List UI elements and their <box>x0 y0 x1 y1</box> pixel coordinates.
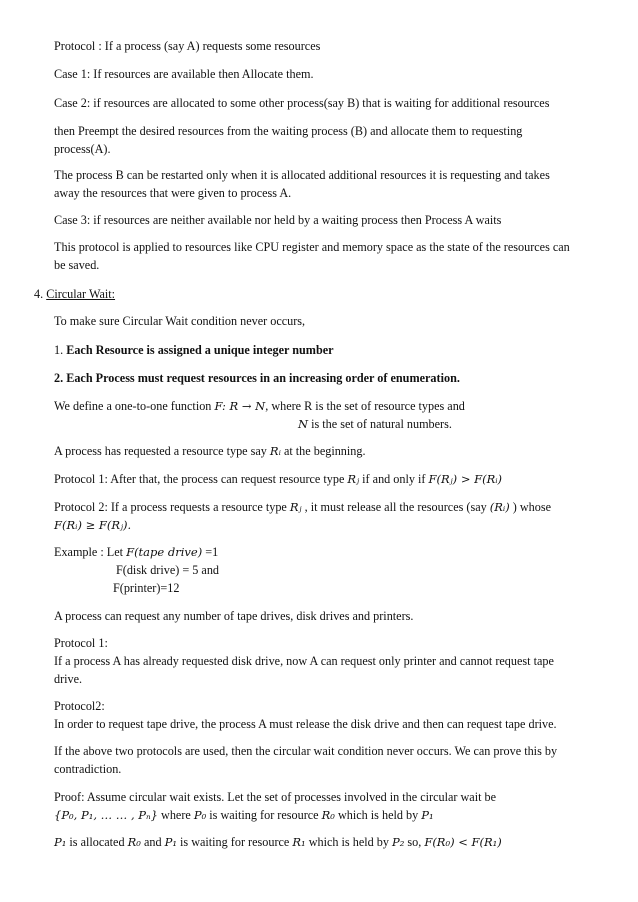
proof-math-p1: P₁ <box>421 808 434 822</box>
example-disk: F(disk drive) = 5 and <box>116 563 220 577</box>
define-math-f: F: R → N <box>214 399 266 413</box>
protocol-1-text-b: if and only if <box>362 472 426 486</box>
last-math-p2: P₂ <box>392 835 405 849</box>
protocol-2-math-ri: (Rᵢ) <box>489 500 510 514</box>
example-label: Example : Let <box>54 545 124 559</box>
protocol-2-text-b: , it must release all the resources (say <box>304 500 487 514</box>
last-text-and: and <box>143 835 162 849</box>
proof-text-waiting: is waiting for resource <box>209 808 319 822</box>
case-2-line1: Case 2: if resources are allocated to some other process(say B) that is waiting for additional resources <box>54 96 550 110</box>
last-math-r0: R₀ <box>127 835 141 849</box>
if-above <box>54 742 602 778</box>
protocol-intro: Protocol : If a process (say A) requests some resources <box>54 39 321 53</box>
proof-math-p0: P₀ <box>193 808 207 822</box>
restart-line2: away the resources that were given to process A. <box>54 186 292 200</box>
if-above-line2: contradiction. <box>54 762 122 776</box>
case-2-line2 <box>54 122 602 158</box>
protocol-1-text-a: Protocol 1: After that, the process can request resource type <box>54 472 345 486</box>
proof-paragraph <box>54 788 602 824</box>
rule-2: 2. Each Process must request resources in an increasing order of enumeration. <box>54 371 460 385</box>
section-title: Circular Wait: <box>46 287 116 301</box>
rule-1-text: Each Resource is assigned a unique integer number <box>66 343 334 357</box>
example-math-tape: F(tape drive) <box>126 545 203 559</box>
protocol-1-example-line2: drive. <box>54 672 83 686</box>
example-tape-value: =1 <box>205 545 219 559</box>
protocol-1-math-cond: F(Rⱼ) > F(Rᵢ) <box>428 472 503 486</box>
section-4-heading <box>34 285 582 303</box>
circular-intro: To make sure Circular Wait condition never occurs, <box>54 314 306 328</box>
protocol-applied-line2: be saved. <box>54 258 100 272</box>
last-text-a: is allocated <box>69 835 125 849</box>
example-block <box>54 543 602 597</box>
proof-last-line <box>54 833 602 851</box>
requested-text-b: at the beginning. <box>283 444 366 458</box>
protocol-1-statement <box>54 470 602 488</box>
define-text-b: , where R is the set of resource types and <box>265 399 465 413</box>
proof-text-where: where <box>161 808 191 822</box>
protocol-2-example-heading: Protocol2: <box>54 699 105 713</box>
protocol-applied <box>54 238 602 274</box>
section-number: 4. <box>34 287 44 301</box>
protocol-2-example <box>54 697 602 733</box>
requested-text-a: A process has requested a resource type say <box>54 444 267 458</box>
any-number: A process can request any number of tape drives, disk drives and printers. <box>54 609 414 623</box>
restart-line1: The process B can be restarted only when it is allocated additional resources it is requesting and takes <box>54 168 550 182</box>
rule-1 <box>54 341 602 359</box>
case-2-line3-text: process(A). <box>54 142 111 156</box>
case-2-line2-text: then Preempt the desired resources from the waiting process (B) and allocate them to requesting <box>54 124 523 138</box>
restart-paragraph <box>54 166 602 202</box>
proof-line1: Proof: Assume circular wait exists. Let the set of processes involved in the circular wait be <box>54 790 497 804</box>
last-math-p1: P₁ <box>54 835 67 849</box>
proof-text-held: which is held by <box>337 808 419 822</box>
protocol-2-math-rj: Rⱼ <box>289 500 302 514</box>
define-math-n: N <box>298 417 309 431</box>
last-text-so: so, <box>407 835 422 849</box>
last-text-b: is waiting for resource <box>180 835 290 849</box>
protocol-2-text-a: Protocol 2: If a process requests a resource type <box>54 500 287 514</box>
last-text-c: which is held by <box>308 835 389 849</box>
requested-ri <box>54 442 602 460</box>
last-math-cond: F(R₀) < F(R₁) <box>424 835 502 849</box>
proof-math-r0: R₀ <box>321 808 335 822</box>
protocol-2-text-c: ) whose <box>512 500 552 514</box>
case-3: Case 3: if resources are neither available nor held by a waiting process then Process A waits <box>54 213 502 227</box>
case-1: Case 1: If resources are available then Allocate them. <box>54 67 314 81</box>
protocol-2-statement <box>54 498 602 534</box>
rule-1-number: 1. <box>54 343 64 357</box>
protocol-1-example <box>54 634 602 688</box>
requested-math-ri: Rᵢ <box>269 444 281 458</box>
protocol-1-math-rj: Rⱼ <box>347 472 360 486</box>
protocol-2-example-line1: In order to request tape drive, the process A must release the disk drive and then can request tape drive. <box>54 717 557 731</box>
define-text-a: We define a one-to-one function <box>54 399 212 413</box>
protocol-1-example-line1: If a process A has already requested disk drive, now A can request only printer and cannot request tape <box>54 654 554 668</box>
define-text-c: is the set of natural numbers. <box>311 417 452 431</box>
proof-math-set: {P₀, P₁, … … , Pₙ} <box>54 808 158 822</box>
last-math-r1: R₁ <box>292 835 306 849</box>
last-math-p1b: P₁ <box>164 835 177 849</box>
if-above-line1: If the above two protocols are used, then the circular wait condition never occurs. We can prove this by <box>54 744 558 758</box>
example-printer: F(printer)=12 <box>113 581 180 595</box>
protocol-applied-line1: This protocol is applied to resources like CPU register and memory space as the state of the resources can <box>54 240 570 254</box>
define-function <box>54 397 602 433</box>
protocol-2-math-cond: F(Rᵢ) ≥ F(Rⱼ). <box>54 518 132 532</box>
protocol-1-example-heading: Protocol 1: <box>54 636 108 650</box>
